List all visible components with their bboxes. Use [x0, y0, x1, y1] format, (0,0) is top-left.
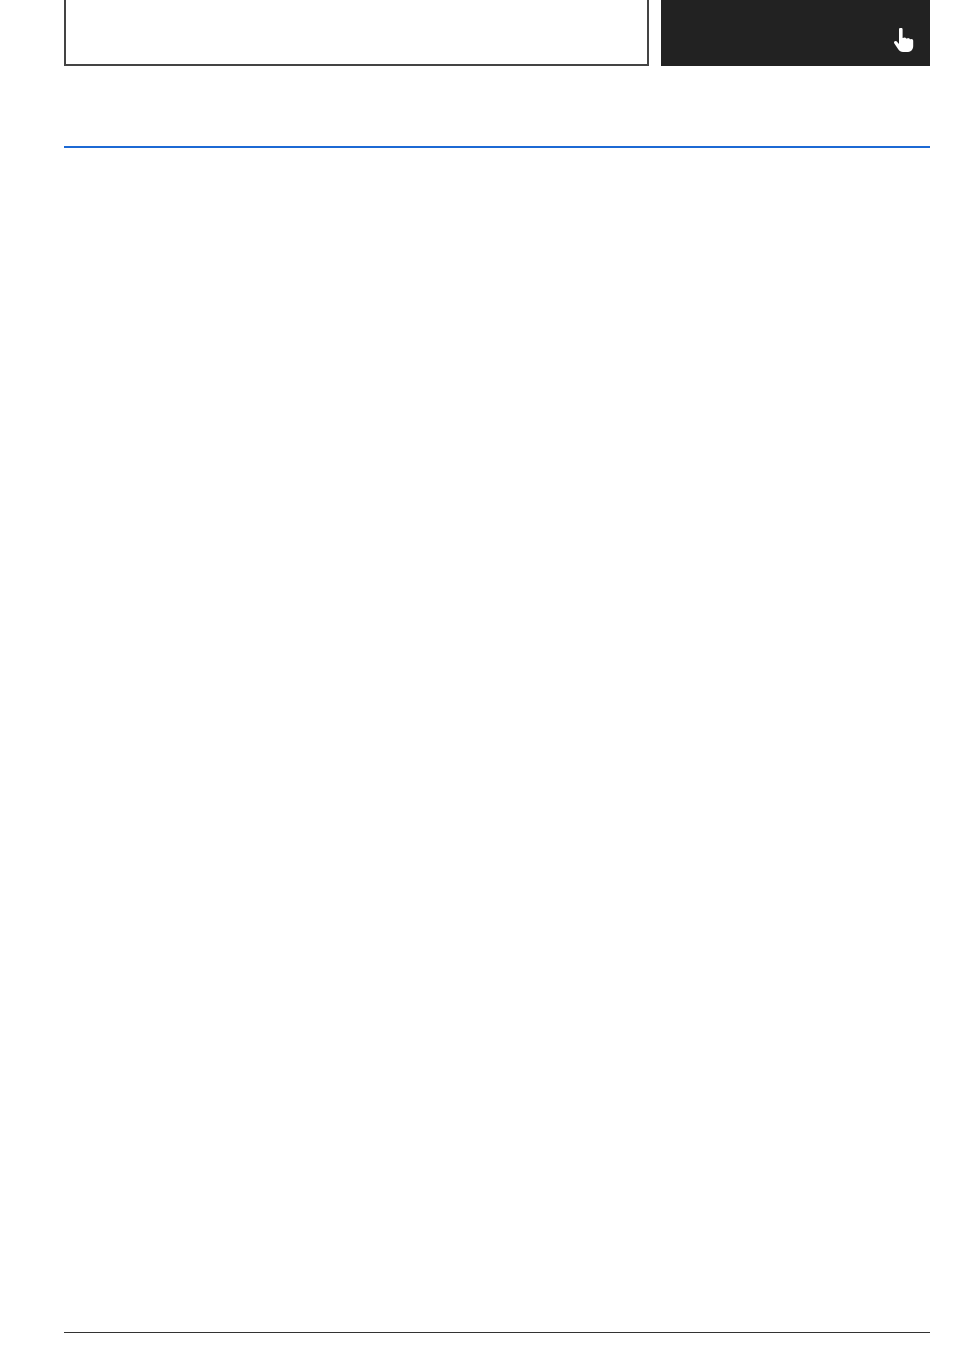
- title-rule: [64, 146, 930, 148]
- section-tab: [64, 0, 649, 66]
- hand-pointer-icon: [893, 28, 915, 54]
- chapter-tab: [661, 0, 930, 66]
- footer-rule: [64, 1332, 930, 1333]
- page-header: [64, 0, 930, 66]
